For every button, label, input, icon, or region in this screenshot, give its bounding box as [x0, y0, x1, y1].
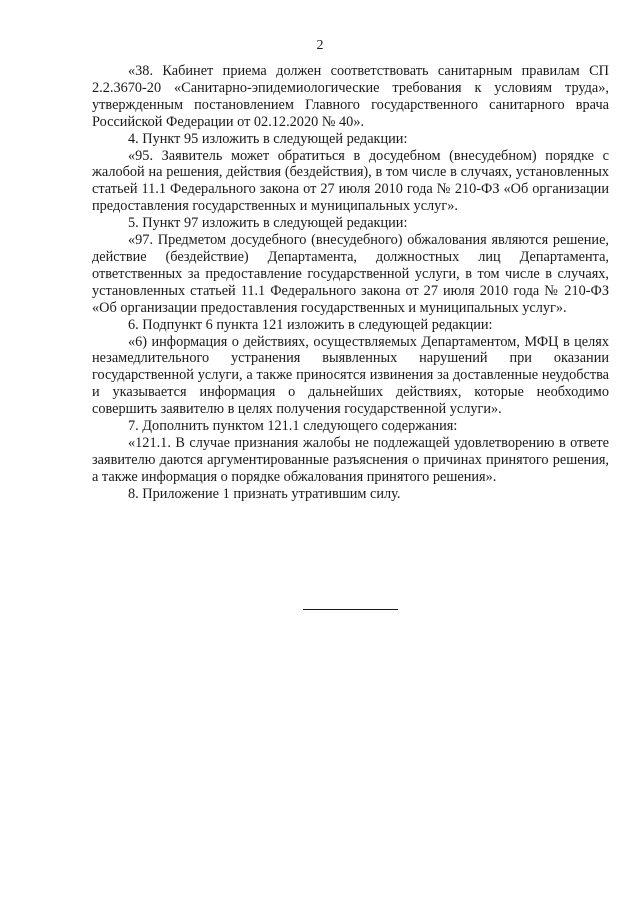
paragraph-item-7: 7. Дополнить пунктом 121.1 следующего содержания: — [128, 418, 458, 435]
paragraph-item-5: 5. Пункт 97 изложить в следующей редакции: — [128, 215, 408, 232]
paragraph-item-4: 4. Пункт 95 изложить в следующей редакции: — [128, 130, 408, 147]
paragraph-121-1: «121.1. В случае признания жалобы не подлежащей удовлетворению в ответе заявителю даются аргументированные разъяснения о причинах принятого решения, а также информация о порядке обжалования принятого решения». — [92, 434, 609, 485]
document-body — [92, 63, 609, 503]
paragraph-38-cabinet: «38. Кабинет приема должен соответствовать санитарным правилам СП 2.2.3670-20 «Санитарно-эпидемиологические требования к условиям труда», утвержденным постановлением Главного государственного санитарного врача Российской Федерации от 02.12.2020 № 40». — [92, 63, 609, 130]
paragraph-97-subject: «97. Предметом досудебного (внесудебного) обжалования являются решение, действие (бездействие) Департамента, должностных лиц Департамента, ответственных за предоставление государственной услуги, в том числе в случаях, установленных статьей 11.1 Федерального закона от 27 июля 2010 года № 210-ФЗ «Об организации предоставления государственных и муниципальных услуг». — [92, 232, 609, 316]
page-number: 2 — [316, 38, 324, 53]
paragraph-subitem-6-info: «6) информация о действиях, осуществляемых Департаментом, МФЦ в целях незамедлительного устранения выявленных нарушений при оказании государственной услуги, а также приносятся извинения за доставленные неудобства и указывается информация о дальнейших действиях, которые необходимо совершить заявителю в целях получения государственной услуги». — [92, 333, 609, 418]
end-divider — [303, 609, 398, 610]
paragraph-item-8: 8. Приложение 1 признать утратившим силу. — [128, 485, 401, 502]
paragraph-95-complaint: «95. Заявитель может обратиться в досудебном (внесудебном) порядке с жалобой на решения, действия (бездействия), в том числе в случаях, установленных статьей 11.1 Федерального закона от 27 июля 2010 года № 210-ФЗ «Об организации предоставления государственных и муниципальных услуг». — [92, 147, 609, 215]
paragraph-item-6: 6. Подпункт 6 пункта 121 изложить в следующей редакции: — [128, 316, 493, 333]
